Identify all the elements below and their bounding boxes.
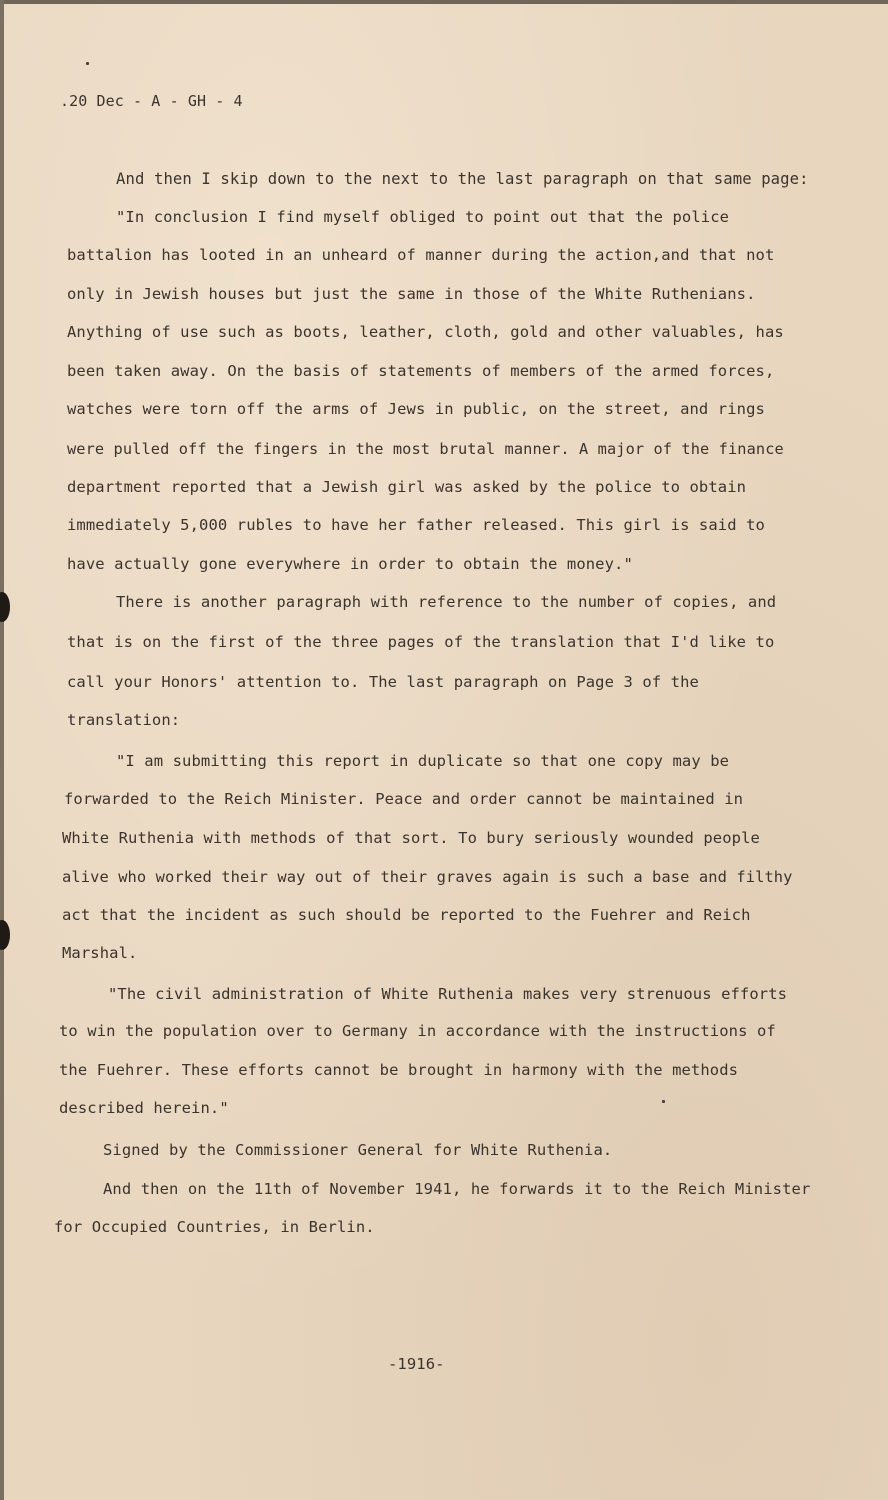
body-line: And then I skip down to the next to the last paragraph on that same page:	[116, 170, 809, 188]
body-line: Marshal.	[62, 944, 138, 962]
body-line: "I am submitting this report in duplicate so that one copy may be	[116, 752, 730, 770]
punch-hole	[0, 920, 10, 950]
body-line: translation:	[67, 711, 181, 729]
body-line: Anything of use such as boots, leather, cloth, gold and other valuables, has	[67, 323, 784, 341]
page-top-edge	[0, 0, 888, 4]
body-line: act that the incident as such should be reported to the Fuehrer and Reich	[62, 906, 751, 924]
body-line: that is on the first of the three pages of the translation that I'd like to	[67, 633, 775, 651]
body-line: "The civil administration of White Ruthenia makes very strenuous efforts	[108, 985, 788, 1003]
body-line: have actually gone everywhere in order to obtain the money."	[67, 555, 633, 573]
body-line: Signed by the Commissioner General for White Ruthenia.	[103, 1141, 613, 1159]
page-number: -1916-	[388, 1355, 445, 1373]
body-line: described herein."	[59, 1099, 229, 1117]
body-line: were pulled off the fingers in the most brutal manner. A major of the finance	[67, 440, 784, 458]
body-line: White Ruthenia with methods of that sort. To bury seriously wounded people	[62, 829, 760, 847]
page-left-edge	[0, 0, 4, 1500]
body-line: been taken away. On the basis of statements of members of the armed forces,	[67, 362, 775, 380]
body-line: forwarded to the Reich Minister. Peace and order cannot be maintained in	[64, 790, 744, 808]
body-line: to win the population over to Germany in accordance with the instructions of	[59, 1022, 776, 1040]
ink-speck	[662, 1100, 665, 1103]
body-line: department reported that a Jewish girl was asked by the police to obtain	[67, 478, 747, 496]
body-line: the Fuehrer. These efforts cannot be brought in harmony with the methods	[59, 1061, 739, 1079]
body-line: immediately 5,000 rubles to have her father released. This girl is said to	[67, 516, 765, 534]
body-line: watches were torn off the arms of Jews in public, on the street, and rings	[67, 400, 765, 418]
body-line: There is another paragraph with reference to the number of copies, and	[116, 593, 777, 611]
body-line: And then on the 11th of November 1941, he forwards it to the Reich Minister	[103, 1180, 811, 1198]
body-line: for Occupied Countries, in Berlin.	[54, 1218, 375, 1236]
punch-hole	[0, 592, 10, 622]
body-line: call your Honors' attention to. The last paragraph on Page 3 of the	[67, 673, 699, 691]
document-reference: .20 Dec - A - GH - 4	[60, 92, 243, 110]
ink-speck	[86, 62, 89, 65]
body-line: alive who worked their way out of their graves again is such a base and filthy	[62, 868, 793, 886]
body-line: "In conclusion I find myself obliged to point out that the police	[116, 208, 730, 226]
body-line: battalion has looted in an unheard of manner during the action,and that not	[67, 246, 775, 264]
body-line: only in Jewish houses but just the same in those of the White Ruthenians.	[67, 285, 756, 303]
